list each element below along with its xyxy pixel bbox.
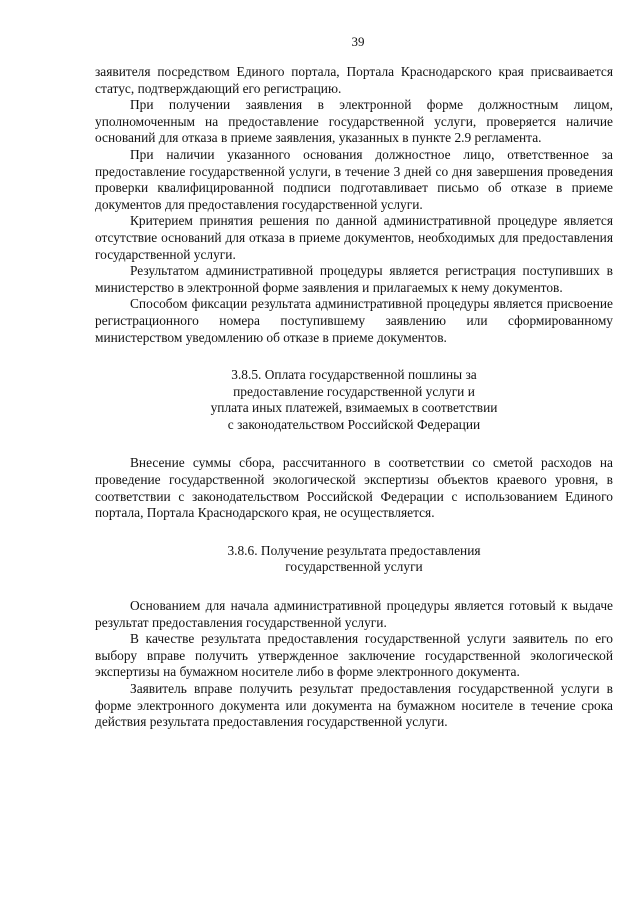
heading-line: 3.8.5. Оплата государственной пошлины за [231, 367, 477, 383]
section-heading-3-8-5 [95, 367, 613, 433]
spacer [95, 576, 613, 598]
paragraph-continuation: заявителя посредством Единого портала, Портала Краснодарского края присваивается статус, подтверждающий его регистрацию. [95, 64, 613, 96]
paragraph-decision-criterion: Критерием принятия решения по данной административной процедуре является отсутствие оснований для отказа в приеме документов, необходимых для предоставления государственной услуги. [95, 213, 613, 262]
heading-line: с законодательством Российской Федерации [227, 416, 481, 432]
spacer [95, 346, 613, 367]
heading-line: государственной услуги [285, 559, 423, 575]
paragraph-fee-payment: Внесение суммы сбора, рассчитанного в соответствии со сметой расходов на проведение государственной экологической экспертизы объектов краевого уровня, в соответствии с законодательством Российской Федерации с использованием Единого портала, Портала Краснодарского края, не осуществляется. [95, 455, 613, 521]
spacer [95, 522, 613, 543]
paragraph-electronic-application-check: При получении заявления в электронной форме должностным лицом, уполномоченным на предоставление государственной услуги, проверяется наличие оснований для отказа в приеме заявления, указанных в пункте 2.9 регламента. [95, 97, 613, 146]
heading-line: предоставление государственной услуги и [233, 383, 475, 399]
paragraph-result-choice: В качестве результата предоставления государственной услуги заявитель по его выбору вправе получить утвержденное заключение государственной экологической экспертизы на бумажном носителе либо в форме электронного документа. [95, 631, 613, 680]
paragraph-result-recording: Способом фиксации результата административной процедуры является присвоение регистрационного номера поступившему заявлению или сформированному министерством уведомлению об отказе в приеме документов. [95, 296, 613, 345]
paragraph-result-form: Заявитель вправе получить результат предоставления государственной услуги в форме электронного документа или документа на бумажном носителе в течение срока действия результата предоставления государственной услуги. [95, 681, 613, 730]
paragraph-procedure-result: Результатом административной процедуры является регистрация поступивших в министерство в электронной форме заявления и прилагаемых к нему документов. [95, 263, 613, 295]
section-heading-3-8-6 [95, 543, 613, 576]
paragraph-refusal-letter: При наличии указанного основания должностное лицо, ответственное за предоставление государственной услуги, в течение 3 дней со дня завершения проведения проверки квалифицированной подписи подготавливает письмо об отказе в приеме документов для предоставления государственной услуги. [95, 146, 613, 212]
page-number: 39 [351, 34, 365, 49]
heading-line: 3.8.6. Получение результата предоставления [227, 542, 481, 558]
heading-line: уплата иных платежей, взимаемых в соответствии [210, 400, 498, 416]
paragraph-procedure-basis: Основанием для начала административной процедуры является готовый к выдаче результат предоставления государственной услуги. [95, 598, 613, 630]
document-page [95, 34, 613, 731]
spacer [95, 433, 613, 455]
